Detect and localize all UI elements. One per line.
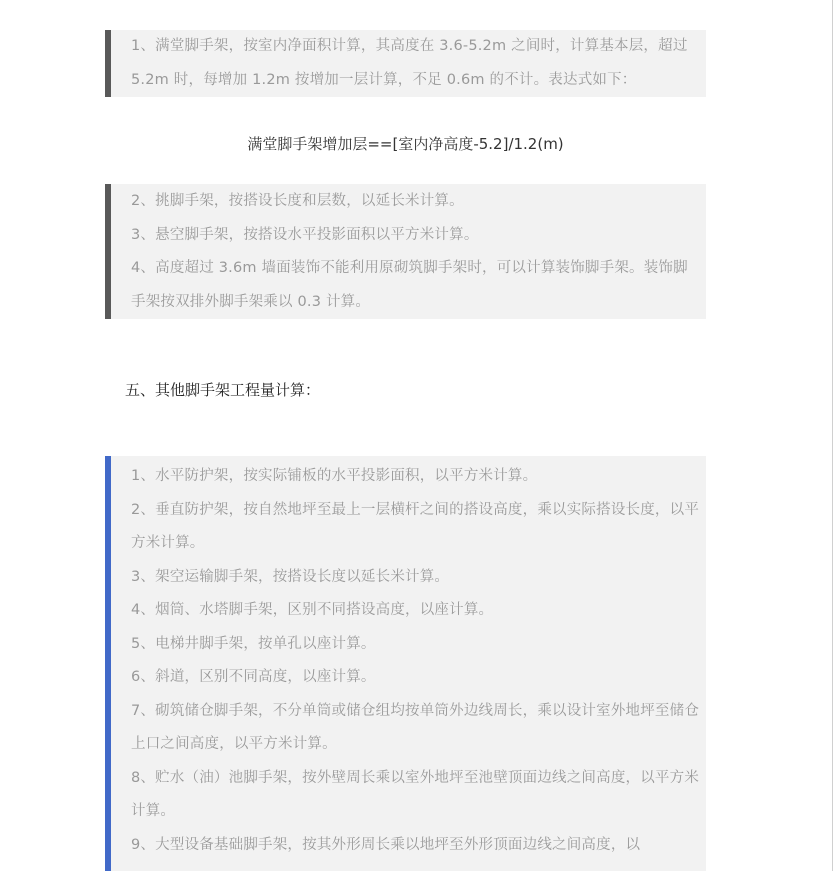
list-item: 1、水平防护架，按实际铺板的水平投影面积，以平方米计算。 xyxy=(131,468,538,484)
quote-paragraph-1: 1、满堂脚手架，按室内净面积计算，其高度在 3.6-5.2m 之间时，计算基本层，超过 5.2m 时，每增加 1.2m 按增加一层计算，不足 0.6m 的不计。表达式如下： xyxy=(131,38,688,88)
list-item: 9、大型设备基础脚手架，按其外形周长乘以地坪至外形顶面边线之间高度，以 xyxy=(131,836,641,853)
quote-paragraph-3: 3、悬空脚手架，按搭设水平投影面积以平方米计算。 xyxy=(131,226,479,243)
list-item: 2、垂直防护架，按自然地坪至最上一层横杆之间的搭设高度，乘以实际搭设长度，以平方米计算。 xyxy=(131,501,700,551)
list-item: 3、架空运输脚手架，按搭设长度以延长米计算。 xyxy=(131,568,450,585)
list-item: 7、砌筑储仓脚手架，不分单筒或储仓组均按单筒外边线周长，乘以设计室外地坪至储仓上口之间高度，以平方米计算。 xyxy=(131,702,700,752)
section-heading: 五、其他脚手架工程量计算： xyxy=(125,381,321,399)
formula-line: 满堂脚手架增加层==[室内净高度-5.2]/1.2(m) xyxy=(247,135,564,153)
quote-paragraph-4: 4、高度超过 3.6m 墙面装饰不能利用原砌筑脚手架时，可以计算装饰脚手架。装饰脚手架按双排外脚手架乘以 0.3 计算。 xyxy=(131,260,688,310)
list-item: 8、贮水（油）池脚手架，按外壁周长乘以室外地坪至池壁顶面边线之间高度，以平方米计算。 xyxy=(131,769,700,819)
list-item: 5、电梯井脚手架，按单孔以座计算。 xyxy=(131,635,376,652)
quote-paragraph-2: 2、挑脚手架，按搭设长度和层数，以延长米计算。 xyxy=(131,193,464,209)
blockquote-other-scaffolds xyxy=(105,184,706,319)
blockquote-full-scaffold xyxy=(105,30,706,97)
list-item: 6、斜道，区别不同高度，以座计算。 xyxy=(131,669,376,685)
blockquote-other-scaffold-items xyxy=(105,456,706,871)
list-item: 4、烟筒、水塔脚手架，区别不同搭设高度，以座计算。 xyxy=(131,602,494,618)
